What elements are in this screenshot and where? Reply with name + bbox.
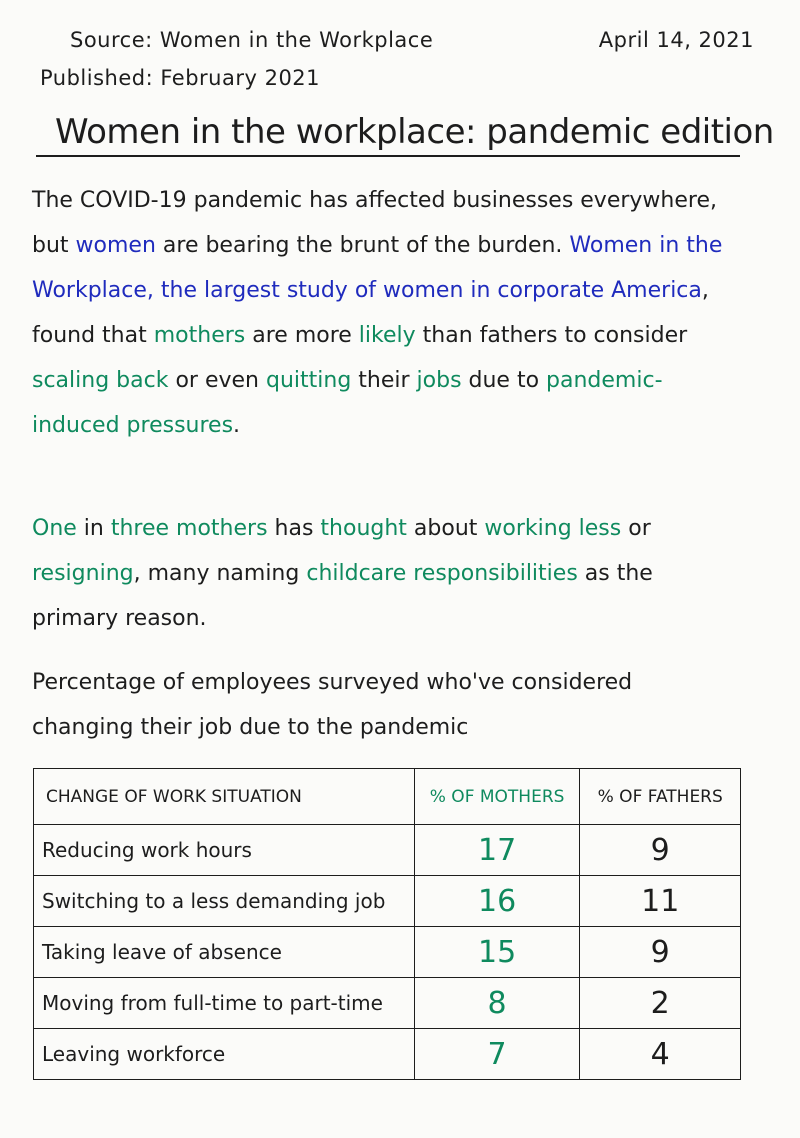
highlight-childcare: childcare responsibilities: [306, 561, 578, 586]
row-fathers-pct: 2: [580, 978, 741, 1029]
highlight-working-less: working less: [484, 516, 622, 541]
row-fathers-pct: 4: [580, 1029, 741, 1080]
table-row: [34, 876, 741, 927]
row-fathers-pct: 11: [580, 876, 741, 927]
row-mothers-pct: 8: [414, 978, 580, 1029]
table-row: [34, 978, 741, 1029]
text-run: has: [267, 516, 321, 541]
highlight-one: One: [32, 516, 77, 541]
highlight-jobs: jobs: [416, 368, 462, 393]
row-mothers-pct: 16: [414, 876, 580, 927]
table-caption: Percentage of employees surveyed who've considered changing their job due to the pandemic: [32, 670, 633, 740]
header-mothers: % OF MOTHERS: [414, 769, 580, 825]
text-run: are bearing the brunt of the burden.: [155, 233, 570, 258]
highlight-resigning: resigning: [32, 561, 134, 586]
row-situation: Taking leave of absence: [34, 927, 415, 978]
text-run: The COVID-19 pandemic has affected businesses everywhere, but: [32, 188, 717, 258]
header-fathers: % OF FATHERS: [580, 769, 741, 825]
text-run: or even: [168, 368, 266, 393]
highlight-scaling-back: scaling back: [32, 368, 169, 393]
highlight-three-mothers: three mothers: [110, 516, 268, 541]
text-run: as the primary reason.: [32, 561, 653, 631]
date-label: April 14, 2021: [598, 28, 754, 52]
text-run: in: [76, 516, 111, 541]
source-label: Source: Women in the Workplace: [70, 28, 434, 52]
findings-paragraph: [32, 506, 732, 641]
text-run: , many naming: [133, 561, 307, 586]
header-situation: CHANGE OF WORK SITUATION: [34, 769, 415, 825]
row-situation: Reducing work hours: [34, 825, 415, 876]
highlight-likely: likely: [358, 323, 416, 348]
highlight-mothers: mothers: [153, 323, 246, 348]
text-run: or: [621, 516, 651, 541]
row-situation: Leaving workforce: [34, 1029, 415, 1080]
row-mothers-pct: 15: [414, 927, 580, 978]
survey-table: [33, 768, 741, 1080]
text-run: about: [406, 516, 485, 541]
text-run: due to: [461, 368, 547, 393]
text-run: their: [351, 368, 417, 393]
row-mothers-pct: 17: [414, 825, 580, 876]
table-row: [34, 927, 741, 978]
highlight-pressures: pandemic-induced pressures: [32, 368, 663, 438]
row-fathers-pct: 9: [580, 825, 741, 876]
row-mothers-pct: 7: [414, 1029, 580, 1080]
intro-paragraph: [32, 178, 732, 448]
row-fathers-pct: 9: [580, 927, 741, 978]
table-row: [34, 825, 741, 876]
highlight-women: women: [75, 233, 156, 258]
page-title: Women in the workplace: pandemic edition: [55, 112, 774, 152]
highlight-quitting: quitting: [265, 368, 352, 393]
text-run: than fathers to consider: [415, 323, 688, 348]
text-run: , found that: [32, 278, 709, 348]
highlight-thought: thought: [320, 516, 407, 541]
table-header-row: [34, 769, 741, 825]
table-row: [34, 1029, 741, 1080]
row-situation: Switching to a less demanding job: [34, 876, 415, 927]
published-label: Published: February 2021: [40, 66, 321, 90]
row-situation: Moving from full-time to part-time: [34, 978, 415, 1029]
title-underline: [36, 155, 740, 157]
text-run: are more: [245, 323, 359, 348]
text-run: .: [233, 413, 241, 438]
highlight-study: Women in the Workplace, the largest study of women in corporate America: [32, 233, 723, 303]
